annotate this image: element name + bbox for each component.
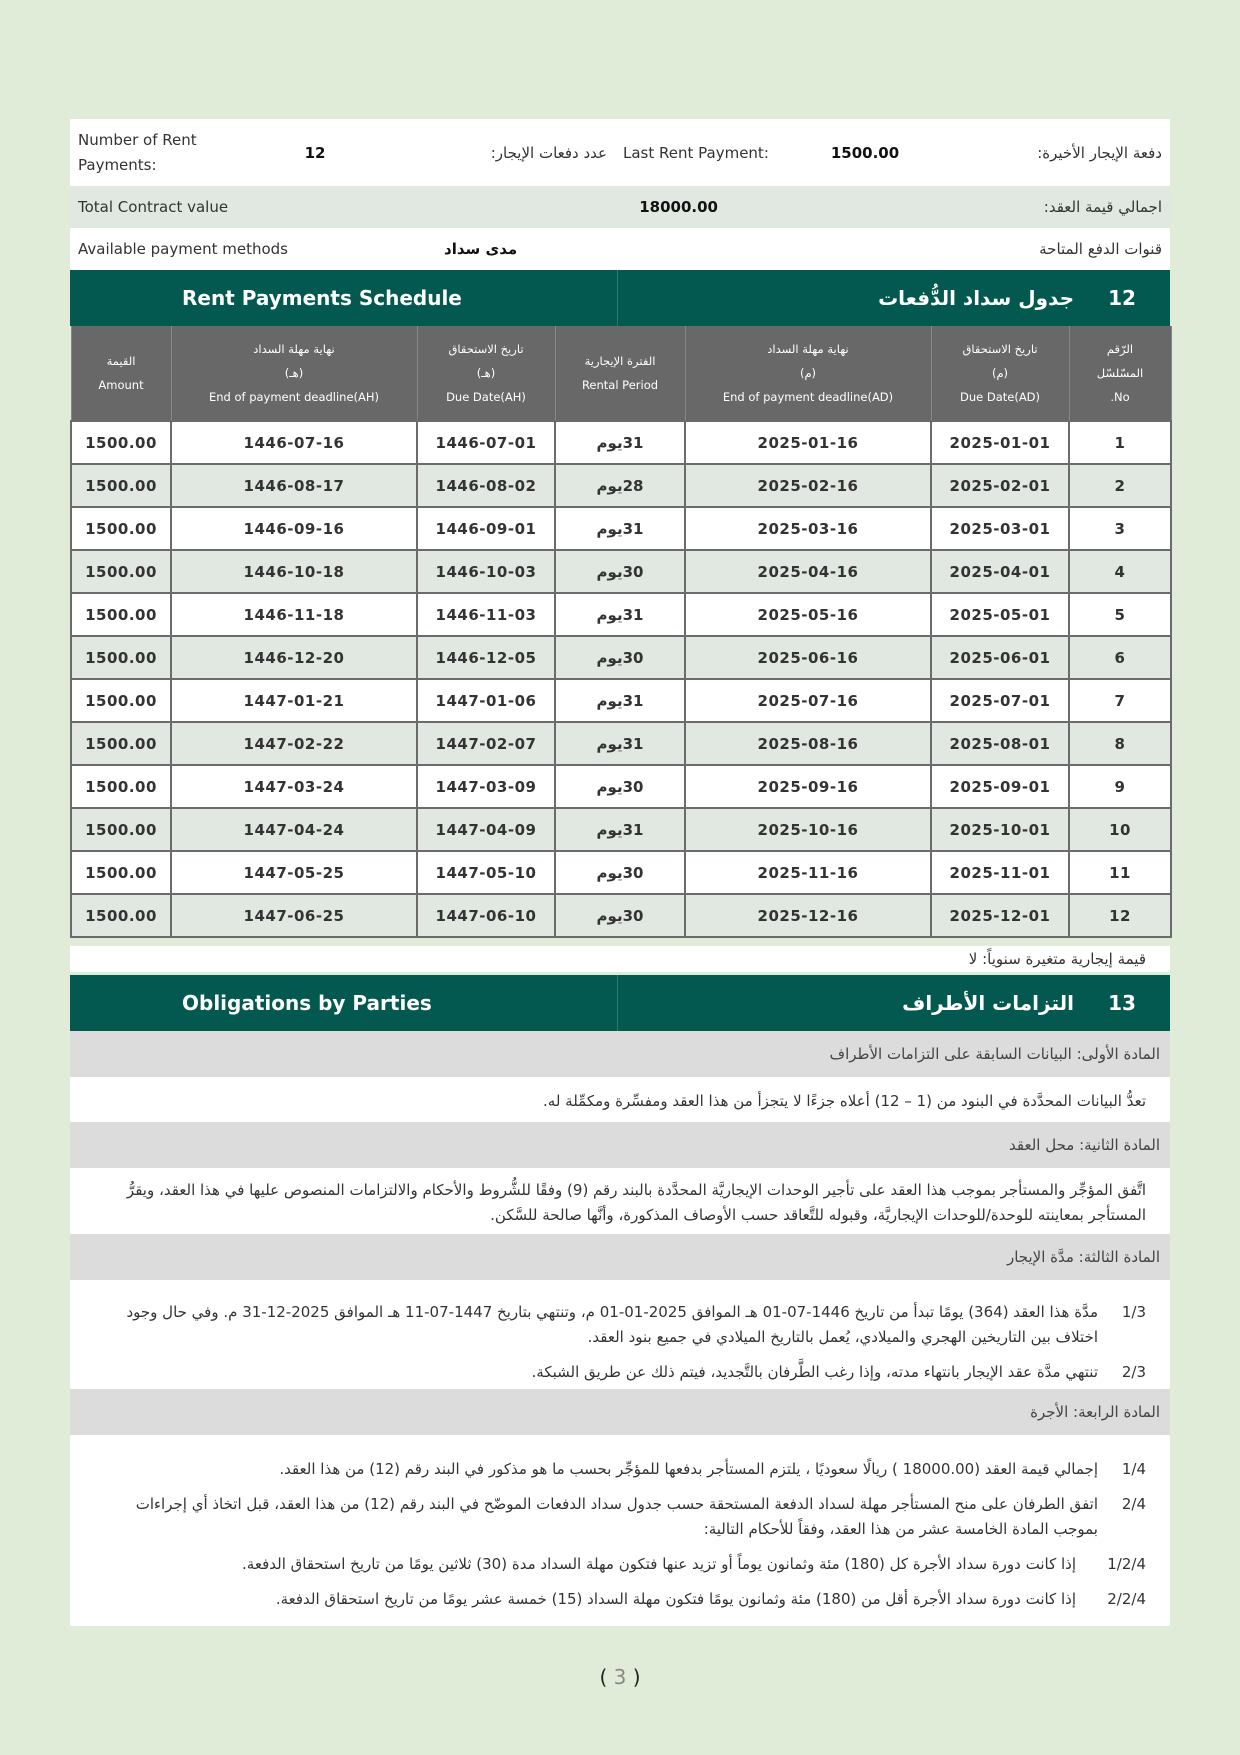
contract-page xyxy=(70,119,1170,1626)
col-due-ad: تاريخ الاستحقاق (م) Due Date(AD) xyxy=(931,326,1069,421)
cell-due-ah: 1447-01-06 xyxy=(417,679,555,722)
cell-period: 30يوم xyxy=(555,851,685,894)
clause-4-2: 2/4 اتفق الطرفان على منح المستأجر مهلة لسداد الدفعة المستحقة حسب جدول سداد الدفعات الموضّح في البند رقم (12) من هذا العقد، قبل اتخاذ أي إجراءات بموجب المادة الخامسة عشر من هذا العقد، وفقاً للأحكام التالية: xyxy=(135,1495,1146,1538)
table-row xyxy=(71,851,1171,894)
last-payment-label-en: Last Rent Payment: xyxy=(623,143,769,162)
article-1-body xyxy=(70,1077,1170,1122)
cell-amount: 1500.00 xyxy=(71,765,171,808)
cell-amount: 1500.00 xyxy=(71,894,171,937)
cell-no: 5 xyxy=(1069,593,1171,636)
cell-due-ad: 2025-01-01 xyxy=(931,421,1069,464)
cell-due-ah: 1447-02-07 xyxy=(417,722,555,765)
cell-period: 28يوم xyxy=(555,464,685,507)
total-label-ar: اجمالي قيمة العقد: xyxy=(1043,198,1162,216)
cell-due-ah: 1446-08-02 xyxy=(417,464,555,507)
cell-amount: 1500.00 xyxy=(71,464,171,507)
article-3-body xyxy=(70,1280,1170,1389)
cell-no: 8 xyxy=(1069,722,1171,765)
cell-due-ah: 1447-04-09 xyxy=(417,808,555,851)
cell-due-ad: 2025-04-01 xyxy=(931,550,1069,593)
cell-due-ah: 1446-10-03 xyxy=(417,550,555,593)
cell-amount: 1500.00 xyxy=(71,550,171,593)
table-row xyxy=(71,550,1171,593)
cell-period: 31يوم xyxy=(555,679,685,722)
article-4-body xyxy=(70,1435,1170,1626)
cell-due-ah: 1447-05-10 xyxy=(417,851,555,894)
table-row xyxy=(71,507,1171,550)
cell-due-ah: 1447-06-10 xyxy=(417,894,555,937)
cell-no: 3 xyxy=(1069,507,1171,550)
cell-due-ad: 2025-05-01 xyxy=(931,593,1069,636)
cell-due-ad: 2025-09-01 xyxy=(931,765,1069,808)
cell-period: 31يوم xyxy=(555,507,685,550)
col-due-ah: تاريخ الاستحقاق (هـ) Due Date(AH) xyxy=(417,326,555,421)
article-2-body xyxy=(70,1168,1170,1234)
cell-amount: 1500.00 xyxy=(71,636,171,679)
cell-due-ad: 2025-02-01 xyxy=(931,464,1069,507)
cell-end-ah: 1446-12-20 xyxy=(171,636,417,679)
cell-amount: 1500.00 xyxy=(71,507,171,550)
table-row xyxy=(71,464,1171,507)
schedule-title-en: Rent Payments Schedule xyxy=(70,270,618,326)
table-header-row xyxy=(71,326,1171,421)
cell-due-ad: 2025-12-01 xyxy=(931,894,1069,937)
cell-end-ah: 1447-04-24 xyxy=(171,808,417,851)
cell-no: 11 xyxy=(1069,851,1171,894)
cell-due-ah: 1446-09-01 xyxy=(417,507,555,550)
cell-period: 30يوم xyxy=(555,550,685,593)
col-end-ad: نهاية مهلة السداد (م) End of payment deadline(AD) xyxy=(685,326,931,421)
cell-period: 31يوم xyxy=(555,593,685,636)
cell-end-ah: 1447-03-24 xyxy=(171,765,417,808)
cell-amount: 1500.00 xyxy=(71,593,171,636)
obligations-title-ar: التزامات الأطراف xyxy=(902,991,1074,1015)
article-2-text: اتَّفق المؤجِّر والمستأجر بموجب هذا العقد على تأجير الوحدات الإيجاريَّة المحدَّدة بالبند رقم (9) وفقًا للشُّروط والأحكام والالتزامات المنصوص عليها في هذا العقد، ويقرُّ المستأجر بمعاينته للوحدة/للوحدات الإيجاريَّة، وقبوله للتَّعاقد حسب الأوصاف المذكورة، وأنَّها صالحة للسَّكن. xyxy=(126,1181,1146,1224)
num-payments-value: 12 xyxy=(304,143,326,162)
cell-end-ad: 2025-02-16 xyxy=(685,464,931,507)
cell-end-ad: 2025-08-16 xyxy=(685,722,931,765)
cell-end-ad: 2025-09-16 xyxy=(685,765,931,808)
cell-end-ad: 2025-10-16 xyxy=(685,808,931,851)
last-payment-value: 1500.00 xyxy=(830,143,900,162)
clause-4-2-1: 1/2/4 إذا كانت دورة سداد الأجرة كل (180) مئة وثمانون يوماً أو تزيد عنها فتكون مهلة السداد مدة (30) ثلاثين يومًا من تاريخ استحقاق الدفعة. xyxy=(242,1555,1146,1573)
cell-end-ah: 1447-05-25 xyxy=(171,851,417,894)
cell-amount: 1500.00 xyxy=(71,421,171,464)
table-row xyxy=(71,636,1171,679)
col-end-ah: نهاية مهلة السداد (هـ) End of payment deadline(AH) xyxy=(171,326,417,421)
cell-end-ad: 2025-11-16 xyxy=(685,851,931,894)
obligations-section-number: 13 xyxy=(1108,991,1136,1015)
cell-end-ad: 2025-07-16 xyxy=(685,679,931,722)
col-period: الفترة الإيجارية Rental Period xyxy=(555,326,685,421)
cell-amount: 1500.00 xyxy=(71,808,171,851)
cell-end-ad: 2025-12-16 xyxy=(685,894,931,937)
cell-no: 1 xyxy=(1069,421,1171,464)
cell-period: 30يوم xyxy=(555,894,685,937)
cell-no: 4 xyxy=(1069,550,1171,593)
cell-due-ah: 1446-07-01 xyxy=(417,421,555,464)
cell-end-ad: 2025-01-16 xyxy=(685,421,931,464)
table-row xyxy=(71,722,1171,765)
cell-no: 12 xyxy=(1069,894,1171,937)
cell-end-ah: 1446-07-16 xyxy=(171,421,417,464)
article-1-title: المادة الأولى: البيانات السابقة على التزامات الأطراف xyxy=(70,1031,1170,1077)
cell-end-ah: 1447-01-21 xyxy=(171,679,417,722)
cell-no: 9 xyxy=(1069,765,1171,808)
clause-3-1: 1/3 مدَّة هذا العقد (364) يومًا تبدأ من تاريخ 1446-07-01 هـ الموافق 2025-01-01 م، وتنتهي بتاريخ 1447-07-11 هـ الموافق 2025-12-31 م. وفي حال وجود اختلاف بين التاريخين الهجري والميلادي، يُعمل بالتاريخ الميلادي في جميع بنود العقد. xyxy=(126,1303,1146,1346)
table-row xyxy=(71,421,1171,464)
cell-due-ah: 1446-12-05 xyxy=(417,636,555,679)
cell-end-ah: 1446-10-18 xyxy=(171,550,417,593)
summary-row-methods xyxy=(70,228,1170,270)
cell-end-ad: 2025-04-16 xyxy=(685,550,931,593)
summary-row-total xyxy=(70,186,1170,228)
total-value: 18000.00 xyxy=(639,198,718,216)
methods-label-ar: قنوات الدفع المتاحة xyxy=(1039,240,1162,258)
cell-amount: 1500.00 xyxy=(71,851,171,894)
cell-period: 31يوم xyxy=(555,722,685,765)
cell-end-ah: 1447-02-22 xyxy=(171,722,417,765)
cell-end-ad: 2025-06-16 xyxy=(685,636,931,679)
cell-no: 2 xyxy=(1069,464,1171,507)
table-row xyxy=(71,808,1171,851)
schedule-section-number: 12 xyxy=(1108,286,1136,310)
obligations-section-header xyxy=(70,975,1170,1031)
num-payments-label-en: Number of Rent Payments: xyxy=(78,130,197,174)
cell-period: 30يوم xyxy=(555,765,685,808)
cell-no: 10 xyxy=(1069,808,1171,851)
clause-4-1: 1/4 إجمالي قيمة العقد (18000.00 ) ريالًا سعوديًا ، يلتزم المستأجر بدفعها للمؤجِّر بحسب ما هو مذكور في البند رقم (12) من هذا العقد. xyxy=(279,1460,1146,1478)
summary-row-payments xyxy=(70,119,1170,186)
cell-due-ad: 2025-10-01 xyxy=(931,808,1069,851)
cell-no: 6 xyxy=(1069,636,1171,679)
cell-end-ad: 2025-05-16 xyxy=(685,593,931,636)
schedule-title-ar: جدول سداد الدُّفعات xyxy=(878,286,1074,310)
cell-amount: 1500.00 xyxy=(71,679,171,722)
cell-end-ah: 1446-08-17 xyxy=(171,464,417,507)
num-payments-label-ar: عدد دفعات الإيجار: xyxy=(490,143,607,162)
table-row xyxy=(71,765,1171,808)
page-number: ( 3 ) xyxy=(599,1665,641,1689)
schedule-section-header xyxy=(70,270,1170,326)
methods-label-en: Available payment methods xyxy=(78,240,288,258)
cell-end-ad: 2025-03-16 xyxy=(685,507,931,550)
cell-period: 31يوم xyxy=(555,421,685,464)
col-amount: القيمة Amount xyxy=(71,326,171,421)
cell-end-ah: 1447-06-25 xyxy=(171,894,417,937)
cell-due-ah: 1447-03-09 xyxy=(417,765,555,808)
cell-end-ah: 1446-09-16 xyxy=(171,507,417,550)
methods-value: مدى سداد xyxy=(444,240,518,258)
payments-schedule-table xyxy=(70,326,1172,938)
variable-rent-note: قيمة إيجارية متغيرة سنوياً: لا xyxy=(70,946,1170,972)
cell-no: 7 xyxy=(1069,679,1171,722)
last-payment-label-ar: دفعة الإيجار الأخيرة: xyxy=(1037,143,1162,162)
cell-end-ah: 1446-11-18 xyxy=(171,593,417,636)
clause-3-2: 2/3 تنتهي مدَّة عقد الإيجار بانتهاء مدته، وإذا رغب الطَّرفان بالتَّجديد، فيتم ذلك عن طريق الشبكة. xyxy=(531,1363,1146,1381)
cell-period: 31يوم xyxy=(555,808,685,851)
article-4-title: المادة الرابعة: الأجرة xyxy=(70,1389,1170,1435)
article-3-title: المادة الثالثة: مدَّة الإيجار xyxy=(70,1234,1170,1280)
article-1-text: تعدُّ البيانات المحدَّدة في البنود من (1 – 12) أعلاه جزءًا لا يتجزأ من هذا العقد ومفسِّرة ومكمِّلة له. xyxy=(543,1092,1146,1110)
table-row xyxy=(71,593,1171,636)
total-label-en: Total Contract value xyxy=(78,198,229,216)
col-no: الرّقم المسّلسّل .No xyxy=(1069,326,1171,421)
cell-due-ad: 2025-08-01 xyxy=(931,722,1069,765)
cell-amount: 1500.00 xyxy=(71,722,171,765)
cell-period: 30يوم xyxy=(555,636,685,679)
clause-4-2-2: 2/2/4 إذا كانت دورة سداد الأجرة أقل من (180) مئة وثمانون يومًا فتكون مهلة السداد (15) خمسة عشر يومًا من تاريخ استحقاق الدفعة. xyxy=(275,1590,1146,1608)
cell-due-ad: 2025-11-01 xyxy=(931,851,1069,894)
cell-due-ad: 2025-06-01 xyxy=(931,636,1069,679)
cell-due-ah: 1446-11-03 xyxy=(417,593,555,636)
table-row xyxy=(71,894,1171,937)
obligations-title-en: Obligations by Parties xyxy=(70,975,618,1031)
article-2-title: المادة الثانية: محل العقد xyxy=(70,1122,1170,1168)
cell-due-ad: 2025-03-01 xyxy=(931,507,1069,550)
cell-due-ad: 2025-07-01 xyxy=(931,679,1069,722)
table-row xyxy=(71,679,1171,722)
